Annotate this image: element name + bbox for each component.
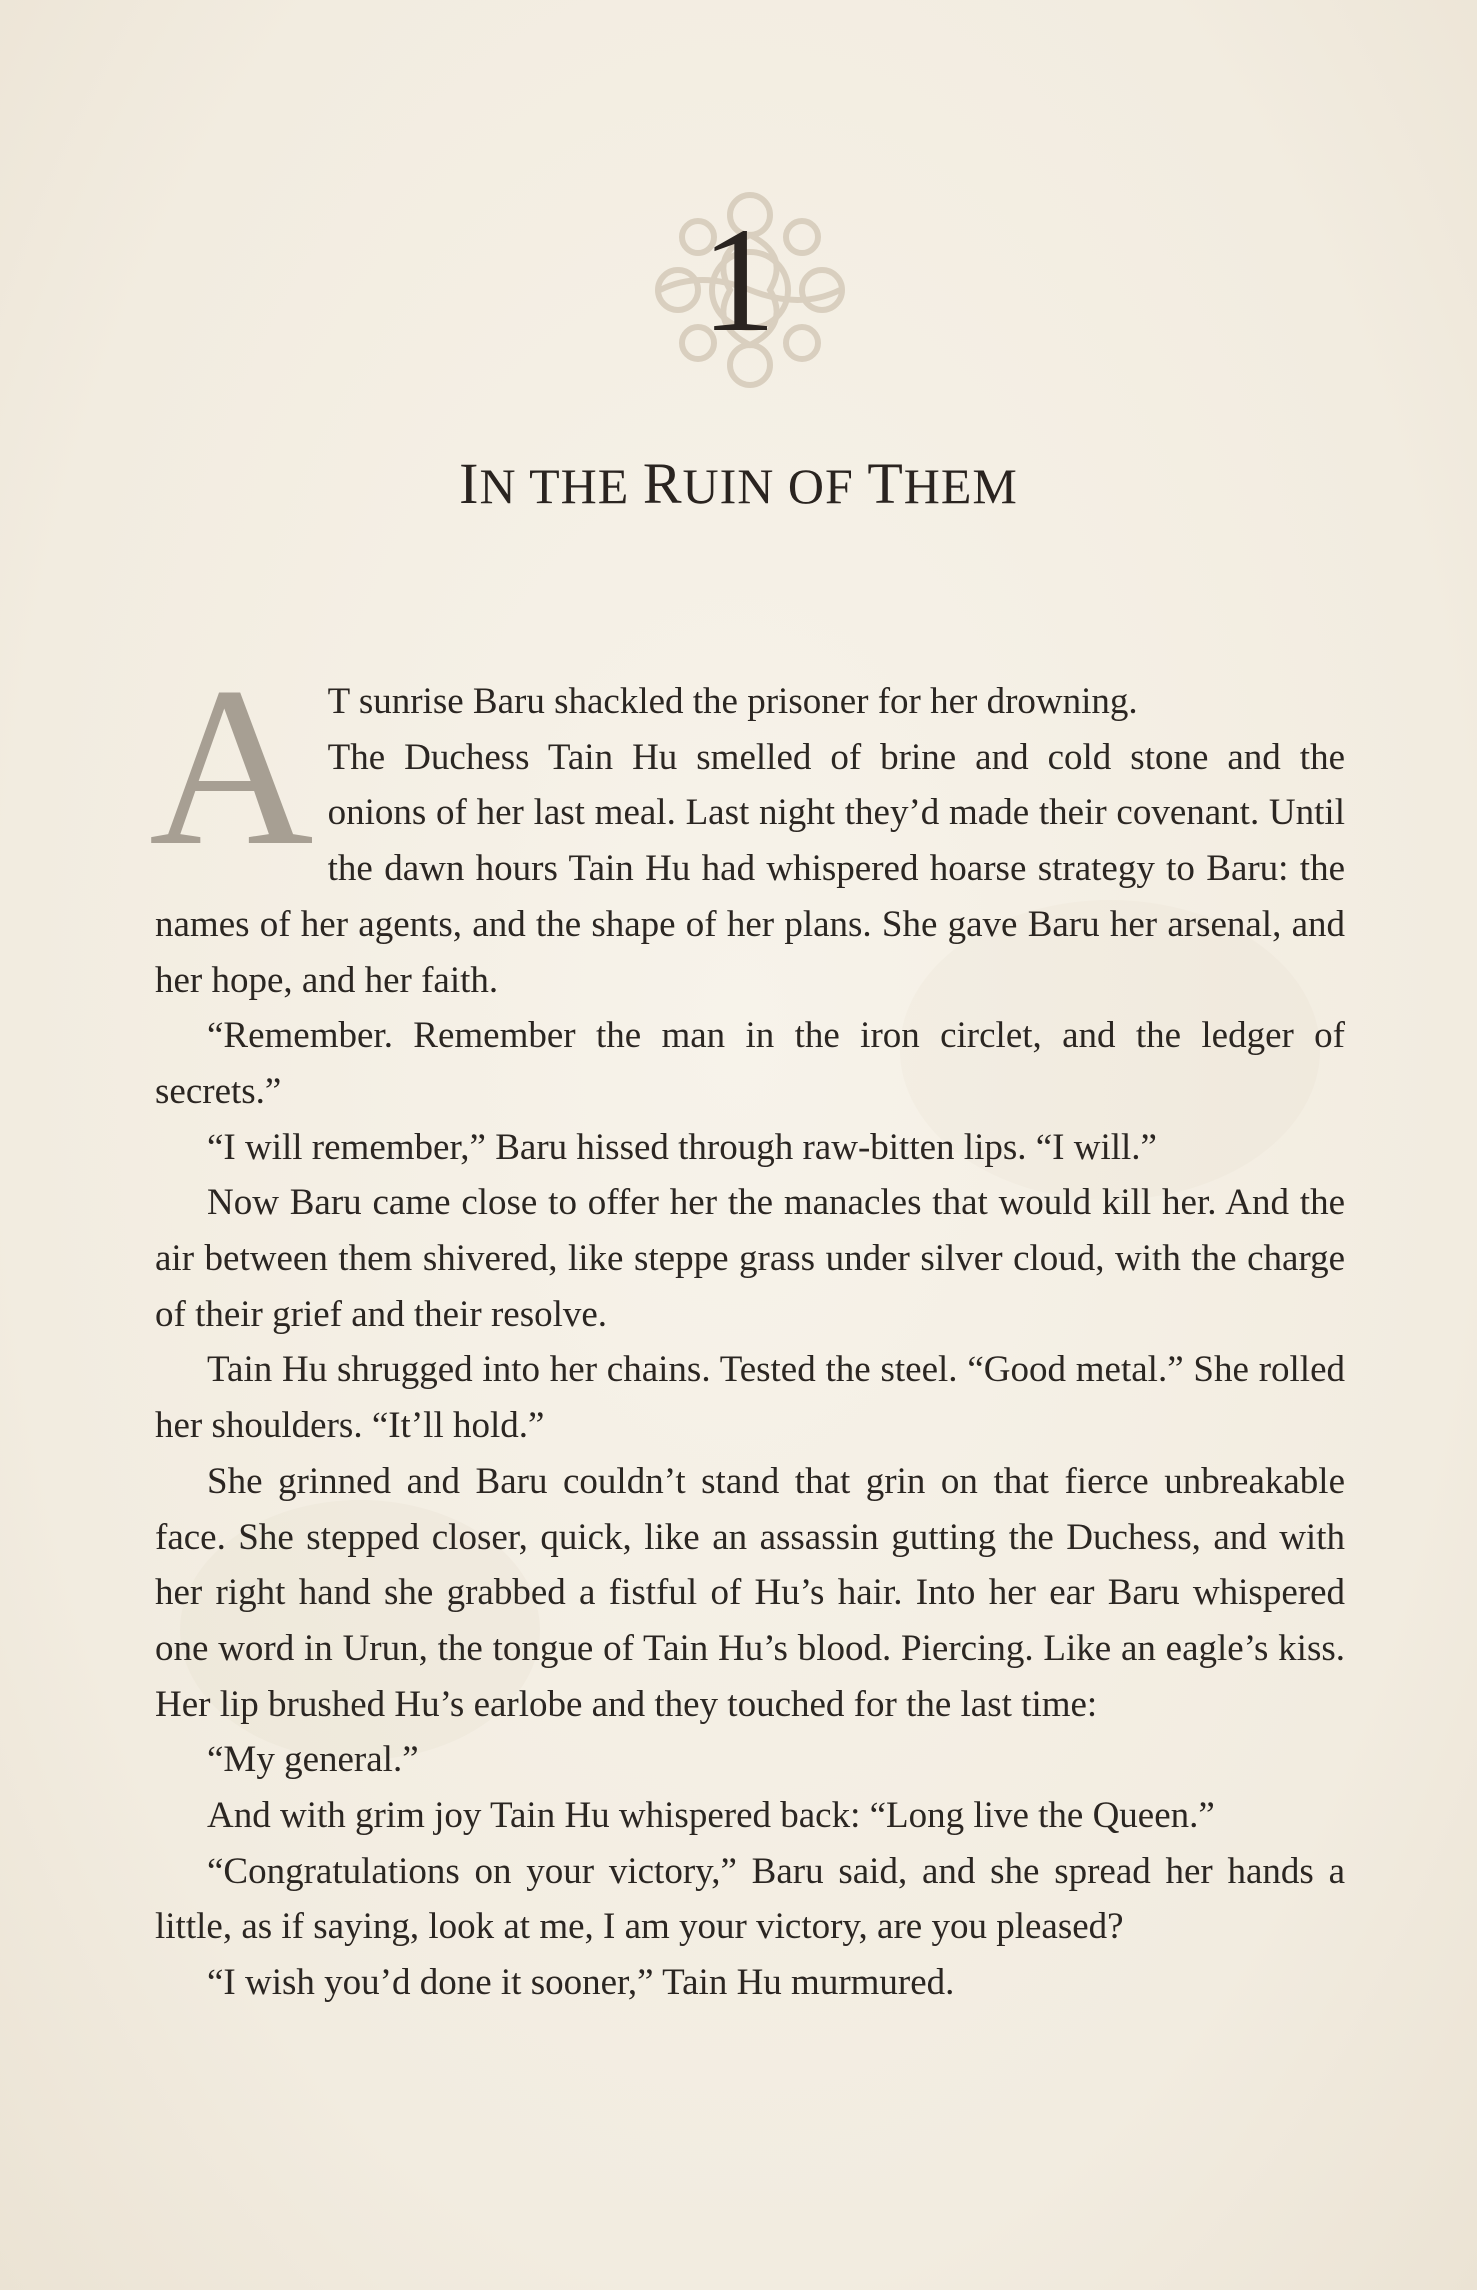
paragraph: “I will remember,” Baru hissed through raw-bitten lips. “I will.” <box>207 1126 1157 1168</box>
chapter-number: 1 <box>701 197 776 363</box>
paragraph: “My general.” <box>207 1739 419 1781</box>
paragraph: “Congratulations on your victory,” Baru said, and she spread her hands a little, as if saying, look at me, I am your victory, are you pleased? <box>155 1850 1345 1948</box>
paragraph: A T sunrise Baru shackled the prisoner for her drowning. The Duchess Tain Hu smelled of brine and cold stone and the onions of her last meal. Last night they’d made their covenant. Until the dawn hours Tain Hu had whispered hoarse strategy to Baru: the names of her agents, and the shape of her plans. She gave Baru her arsenal, and her hope, and her faith. <box>149 641 1345 1001</box>
paragraph: Now Baru came close to offer her the manacles that would kill her. And the air between them shivered, like steppe grass under silver cloud, with the charge of their grief and their resolve. <box>155 1182 1345 1335</box>
paragraph: Tain Hu shrugged into her chains. Tested the steel. “Good metal.” She rolled her shoulders. “It’ll hold.” <box>155 1349 1345 1447</box>
chapter-body <box>149 641 1345 2011</box>
paragraph: “Remember. Remember the man in the iron circlet, and the ledger of secrets.” <box>155 1015 1345 1112</box>
paragraph: “I wish you’d done it sooner,” Tain Hu murmured. <box>207 1962 955 2004</box>
drop-cap: A <box>149 641 314 893</box>
chapter-title: IN THE RUIN OF THEM <box>459 451 1018 516</box>
paragraph: And with grim joy Tain Hu whispered back: “Long live the Queen.” <box>207 1795 1215 1837</box>
paragraph: She grinned and Baru couldn’t stand that grin on that fierce unbreakable face. She stepped closer, quick, like an assassin gutting the Duchess, and with her right hand she grabbed a fistful of Hu’s hair. Into her ear Baru whispered one word in Urun, the tongue of Tain Hu’s blood. Piercing. Like an eagle’s kiss. Her lip brushed Hu’s earlobe and they touched for the last time: <box>155 1460 1345 1725</box>
